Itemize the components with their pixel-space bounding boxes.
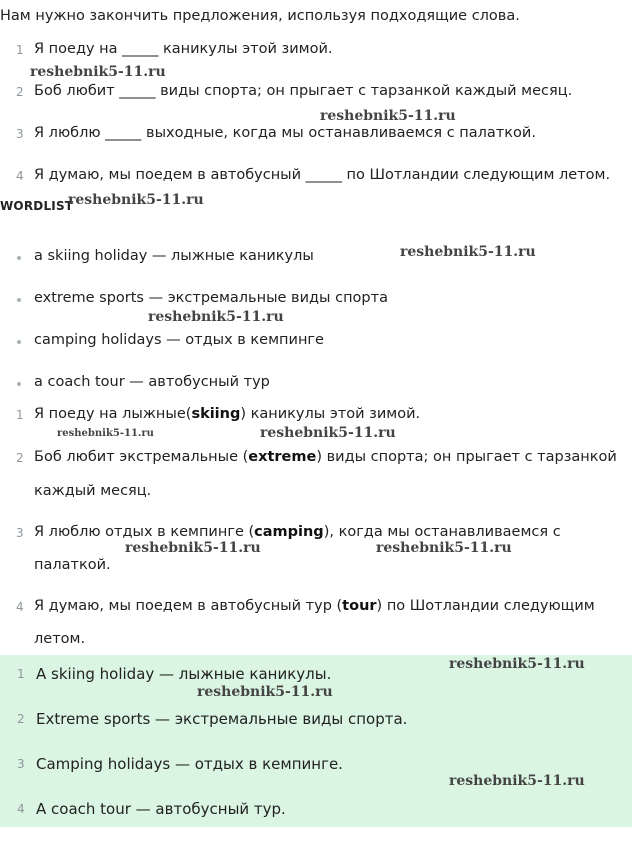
answer-sentence-continued: палаткой. xyxy=(34,557,111,573)
watermark: reshebnik5-11.ru xyxy=(148,309,284,325)
translation-item: Camping holidays — отдых в кемпинге. xyxy=(36,755,343,773)
watermark: reshebnik5-11.ru xyxy=(260,425,396,441)
item-number: 3 xyxy=(17,757,25,771)
answer-word: skiing xyxy=(191,406,241,422)
gap-sentence: Я люблю _____ выходные, когда мы останавливаемся с палаткой. xyxy=(34,125,536,141)
watermark: reshebnik5-11.ru xyxy=(125,540,261,556)
item-number: 1 xyxy=(17,667,25,681)
answer-sentence: Я поеду на лыжные(skiing) каникулы этой зимой. xyxy=(34,406,421,422)
bullet-icon xyxy=(17,340,21,344)
item-number: 4 xyxy=(16,169,24,183)
bullet-icon xyxy=(17,382,21,386)
item-number: 4 xyxy=(17,802,25,816)
item-number: 3 xyxy=(16,526,24,540)
gap-sentence: Я поеду на _____ каникулы этой зимой. xyxy=(34,41,333,57)
item-number: 3 xyxy=(16,127,24,141)
answer-sentence: Боб любит экстремальные (extreme) виды спорта; он прыгает с тарзанкой xyxy=(34,449,617,465)
wordlist-item: a skiing holiday — лыжные каникулы xyxy=(34,248,314,264)
item-number: 1 xyxy=(16,43,24,57)
item-number: 2 xyxy=(17,712,25,726)
wordlist-item: camping holidays — отдых в кемпинге xyxy=(34,332,324,348)
watermark: reshebnik5-11.ru xyxy=(449,656,585,672)
watermark: reshebnik5-11.ru xyxy=(320,108,456,124)
wordlist-heading: WORDLIST xyxy=(0,199,74,213)
bullet-icon xyxy=(17,256,21,260)
item-number: 2 xyxy=(16,85,24,99)
watermark: reshebnik5-11.ru xyxy=(449,773,585,789)
answer-word: extreme xyxy=(248,449,317,465)
item-number: 1 xyxy=(16,408,24,422)
answer-word: tour xyxy=(342,598,377,614)
instruction-text: Нам нужно закончить предложения, используя подходящие слова. xyxy=(0,8,520,24)
watermark: reshebnik5-11.ru xyxy=(376,540,512,556)
bullet-icon xyxy=(17,298,21,302)
watermark: reshebnik5-11.ru xyxy=(30,64,166,80)
translation-item: Extreme sports — экстремальные виды спорта. xyxy=(36,710,408,728)
answer-sentence: Я думаю, мы поедем в автобусный тур (tour) по Шотландии следующим xyxy=(34,598,595,614)
translation-item: A coach tour — автобусный тур. xyxy=(36,800,286,818)
gap-sentence: Я думаю, мы поедем в автобусный _____ по Шотландии следующим летом. xyxy=(34,167,611,183)
wordlist-item: a coach tour — автобусный тур xyxy=(34,374,270,390)
wordlist-item: extreme sports — экстремальные виды спорта xyxy=(34,290,388,306)
answer-word: camping xyxy=(254,524,324,540)
gap-sentence: Боб любит _____ виды спорта; он прыгает с тарзанкой каждый месяц. xyxy=(34,83,573,99)
watermark: reshebnik5-11.ru xyxy=(197,684,333,700)
item-number: 2 xyxy=(16,451,24,465)
watermark: reshebnik5-11.ru xyxy=(68,192,204,208)
answer-sentence-continued: каждый месяц. xyxy=(34,483,152,499)
watermark: reshebnik5-11.ru xyxy=(400,244,536,260)
item-number: 4 xyxy=(16,600,24,614)
answer-sentence-continued: летом. xyxy=(34,631,86,647)
answer-sentence: Я люблю отдых в кемпинге (camping), когда мы останавливаемся с xyxy=(34,524,561,540)
translation-item: A skiing holiday — лыжные каникулы. xyxy=(36,665,332,683)
watermark: reshebnik5-11.ru xyxy=(57,428,154,439)
